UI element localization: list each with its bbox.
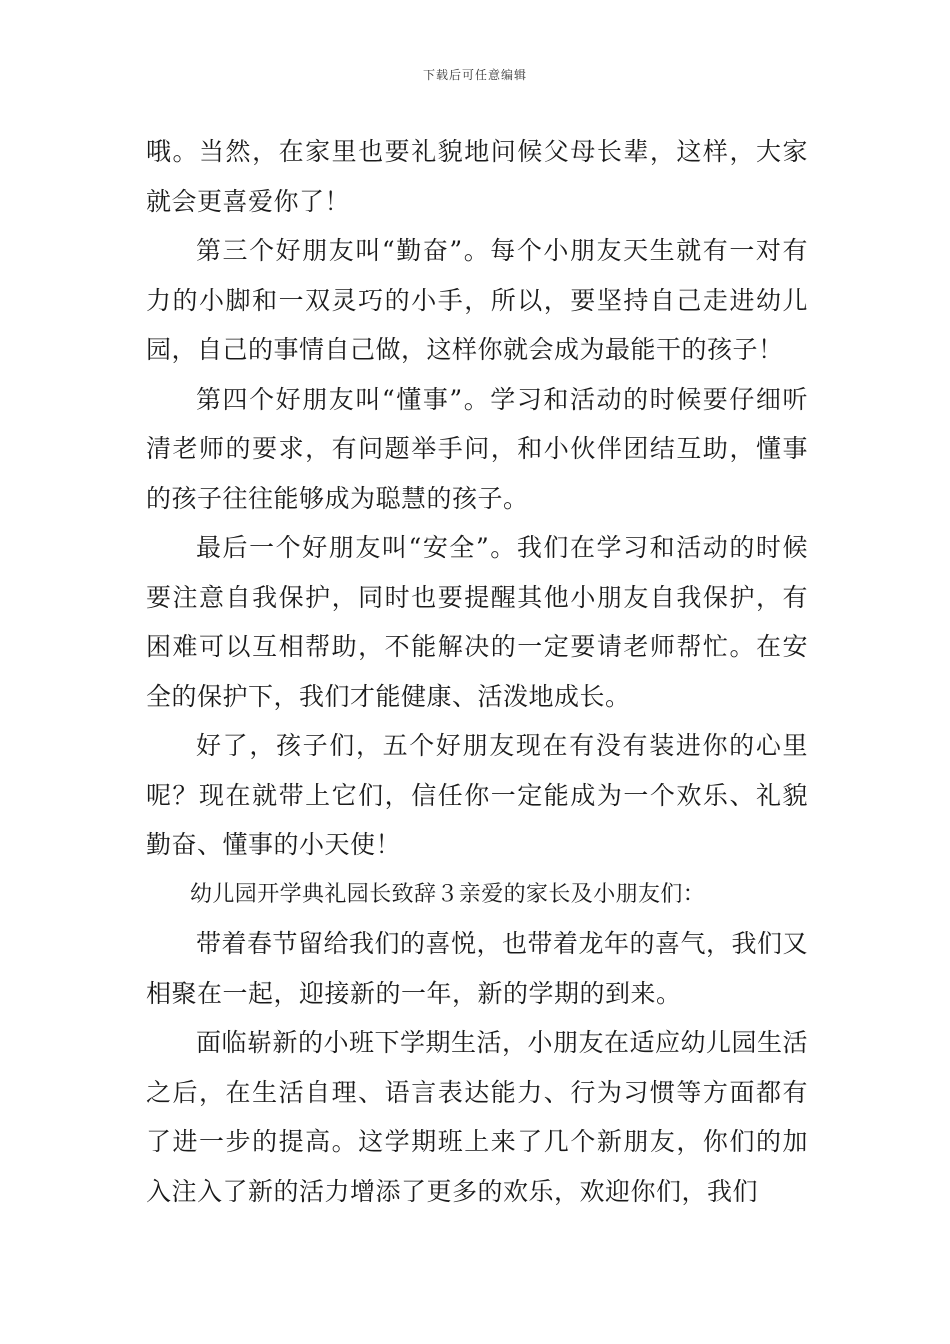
paragraph: 最后一个好朋友叫“安全”。我们在学习和活动的时候要注意自我保护，同时也要提醒其他小朋友自我保护，有困难可以互相帮助，不能解决的一定要请老师帮忙。在安全的保护下，我们才能健康、活泼地成长。 bbox=[146, 533, 808, 711]
page-header: 下载后可任意编辑 bbox=[422, 68, 527, 82]
paragraph: 好了，孩子们，五个好朋友现在有没有装进你的心里呢？现在就带上它们，信任你一定能成为一个欢乐、礼貌勤奋、懂事的小天使！ bbox=[146, 731, 808, 859]
paragraph: 哦。当然，在家里也要礼貌地问候父母长辈，这样，大家就会更喜爱你了！ bbox=[146, 137, 808, 216]
paragraph: 面临崭新的小班下学期生活，小朋友在适应幼儿园生活之后，在生活自理、语言表达能力、行为习惯等方面都有了进一步的提高。这学期班上来了几个新朋友，你们的加入注入了新的活力增添了更多的欢乐，欢迎你们，我们 bbox=[146, 1028, 809, 1206]
document-body bbox=[146, 127, 808, 1216]
paragraph: 第四个好朋友叫“懂事”。学习和活动的时候要仔细听清老师的要求，有问题举手问，和小伙伴团结互助，懂事的孩子往往能够成为聪慧的孩子。 bbox=[146, 384, 808, 513]
paragraph: 第三个好朋友叫“勤奋”。每个小朋友天生就有一对有力的小脚和一双灵巧的小手，所以，要坚持自己走进幼儿园，自己的事情自己做，这样你就会成为最能干的孩子！ bbox=[146, 236, 808, 364]
paragraph: 带着春节留给我们的喜悦，也带着龙年的喜气，我们又相聚在一起，迎接新的一年，新的学期的到来。 bbox=[146, 929, 809, 1008]
section-title: 幼儿园开学典礼园长致辞３亲爱的家长及小朋友们： bbox=[190, 881, 706, 907]
